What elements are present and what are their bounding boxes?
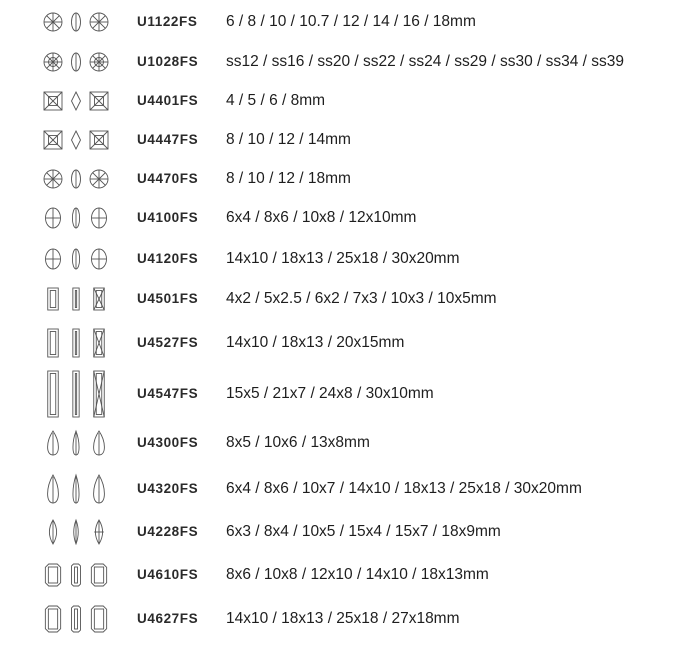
pear-shape-icons (44, 471, 114, 507)
product-code: U4547FS (137, 386, 199, 401)
long-rect-icon (44, 367, 114, 421)
navette-shape-icons (44, 516, 114, 548)
octagon-fancy-icon (44, 602, 114, 636)
size-list: 15x5 / 21x7 / 24x8 / 30x10mm (226, 385, 434, 402)
oval-shape-icons (44, 204, 114, 232)
size-list: 8x6 / 10x8 / 12x10 / 14x10 / 18x13mm (226, 566, 489, 583)
product-code: U1122FS (137, 14, 198, 29)
square-fancy-shape-icons (44, 127, 114, 153)
product-code: U4470FS (137, 171, 199, 186)
size-list: 14x10 / 18x13 / 25x18 / 27x18mm (226, 610, 460, 627)
product-code: U1028FS (137, 54, 199, 69)
drop-icon (44, 427, 114, 459)
size-list: 6 / 8 / 10 / 10.7 / 12 / 14 / 16 / 18mm (226, 13, 476, 30)
octagon-fancy-shape-icons (44, 602, 114, 636)
chaton-shape-icons (44, 49, 114, 75)
size-list: 6x4 / 8x6 / 10x8 / 12x10mm (226, 209, 417, 226)
product-code: U4501FS (137, 291, 199, 306)
table-row (0, 367, 693, 421)
size-list: 4 / 5 / 6 / 8mm (226, 92, 326, 109)
cushion-icon (44, 166, 114, 192)
size-list: ss12 / ss16 / ss20 / ss22 / ss24 / ss29 / ss30 / ss34 / ss39 (226, 53, 625, 70)
table-row (0, 127, 693, 153)
table-row (0, 204, 693, 232)
size-list: 6x3 / 8x4 / 10x5 / 15x4 / 15x7 / 18x9mm (226, 523, 501, 540)
product-code: U4610FS (137, 567, 199, 582)
pear-icon (44, 471, 114, 507)
round-icon (44, 9, 114, 35)
table-row (0, 9, 693, 35)
size-list: 6x4 / 8x6 / 10x7 / 14x10 / 18x13 / 25x18 / 30x20mm (226, 480, 582, 497)
square-fancy-icon (44, 127, 114, 153)
table-row (0, 560, 693, 590)
baguette-icon (44, 284, 114, 314)
table-row (0, 166, 693, 192)
rect-icon (44, 325, 114, 361)
oval-fancy-shape-icons (44, 245, 114, 273)
rect-shape-icons (44, 325, 114, 361)
oval-icon (44, 204, 114, 232)
table-row (0, 49, 693, 75)
chaton-icon (44, 49, 114, 75)
product-code: U4228FS (137, 524, 199, 539)
drop-shape-icons (44, 427, 114, 459)
product-code: U4447FS (137, 132, 199, 147)
octagon-shape-icons (44, 560, 114, 590)
round-shape-icons (44, 9, 114, 35)
table-row (0, 427, 693, 459)
square-shape-icons (44, 88, 114, 114)
product-code: U4120FS (137, 251, 199, 266)
cushion-shape-icons (44, 166, 114, 192)
product-code: U4527FS (137, 335, 199, 350)
table-row (0, 325, 693, 361)
product-code: U4320FS (137, 481, 199, 496)
size-list: 8 / 10 / 12 / 18mm (226, 170, 351, 187)
table-row (0, 516, 693, 548)
octagon-icon (44, 560, 114, 590)
table-row (0, 602, 693, 636)
long-rect-shape-icons (44, 367, 114, 421)
product-code: U4100FS (137, 210, 199, 225)
product-code: U4300FS (137, 435, 199, 450)
table-row (0, 245, 693, 273)
oval-fancy-icon (44, 245, 114, 273)
table-row (0, 471, 693, 507)
product-code: U4401FS (137, 93, 199, 108)
navette-icon (44, 516, 114, 548)
size-list: 14x10 / 18x13 / 20x15mm (226, 334, 405, 351)
size-list: 4x2 / 5x2.5 / 6x2 / 7x3 / 10x3 / 10x5mm (226, 290, 497, 307)
product-code: U4627FS (137, 611, 199, 626)
square-icon (44, 88, 114, 114)
table-row (0, 88, 693, 114)
size-list: 14x10 / 18x13 / 25x18 / 30x20mm (226, 250, 460, 267)
table-row (0, 284, 693, 314)
size-list: 8 / 10 / 12 / 14mm (226, 131, 351, 148)
baguette-shape-icons (44, 284, 114, 314)
size-list: 8x5 / 10x6 / 13x8mm (226, 434, 370, 451)
